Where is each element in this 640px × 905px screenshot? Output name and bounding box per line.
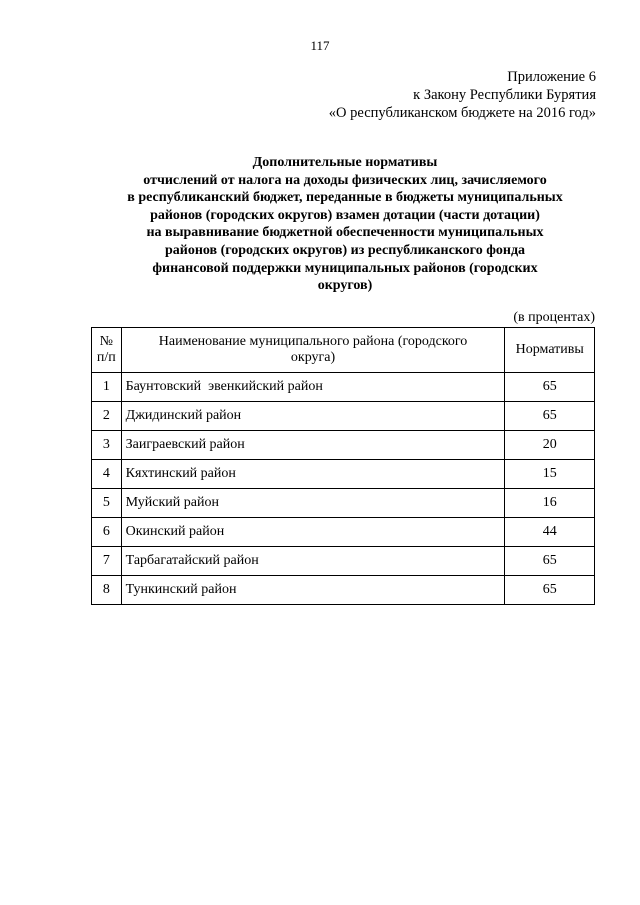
title-line: на выравнивание бюджетной обеспеченности муниципальных [146,225,544,241]
row-name: Заиграевский район [121,431,505,460]
title-line: районов (городских округов) взамен дотации (части дотации) [150,207,540,223]
table-row [92,576,595,605]
row-norm: 65 [505,576,595,605]
appendix-line-1: Приложение 6 [507,69,596,85]
table-row [92,489,595,518]
table-row [92,547,595,576]
row-num: 7 [92,547,122,576]
row-num: 2 [92,402,122,431]
table-row [92,373,595,402]
page-number: 117 [310,38,330,53]
row-name: Тункинский район [121,576,505,605]
title-line: отчислений от налога на доходы физических лиц, зачисляемого [143,172,547,188]
header-num-line-1: № [99,334,113,349]
header-num-line-2: п/п [96,350,116,365]
table-row [92,460,595,489]
header-name-line-1: Наименование муниципального района (городского [158,334,468,349]
norms-table [91,327,595,605]
header-num [92,328,122,373]
document-title [80,154,610,295]
header-name-line-2: округа) [290,350,336,365]
row-norm: 16 [505,489,595,518]
appendix-line-2: к Закону Республики Бурятия [413,87,596,103]
table-row [92,431,595,460]
row-name: Окинский район [121,518,505,547]
row-norm: 44 [505,518,595,547]
appendix-header [329,68,596,122]
row-num: 1 [92,373,122,402]
appendix-line-3: «О республиканском бюджете на 2016 год» [328,105,596,121]
row-num: 5 [92,489,122,518]
row-num: 8 [92,576,122,605]
row-name: Джидинский район [121,402,505,431]
title-line: районов (городских округов) из республиканского фонда [164,242,526,258]
title-line: финансовой поддержки муниципальных районов (городских [152,260,538,276]
header-norm: Нормативы [505,328,595,373]
row-norm: 65 [505,402,595,431]
title-line: округов) [317,278,373,294]
title-line: Дополнительные нормативы [252,155,438,170]
row-name: Муйский район [121,489,505,518]
table-row [92,518,595,547]
units-label: (в процентах) [513,310,595,325]
row-norm: 65 [505,373,595,402]
row-name: Кяхтинский район [121,460,505,489]
table-header-row [92,328,595,373]
row-norm: 65 [505,547,595,576]
row-name: Тарбагатайский район [121,547,505,576]
row-norm: 20 [505,431,595,460]
header-name [121,328,505,373]
table-row [92,402,595,431]
row-num: 4 [92,460,122,489]
title-line: в республиканский бюджет, переданные в бюджеты муниципальных [127,190,563,206]
row-name: Баунтовский эвенкийский район [121,373,505,402]
row-num: 6 [92,518,122,547]
row-num: 3 [92,431,122,460]
row-norm: 15 [505,460,595,489]
